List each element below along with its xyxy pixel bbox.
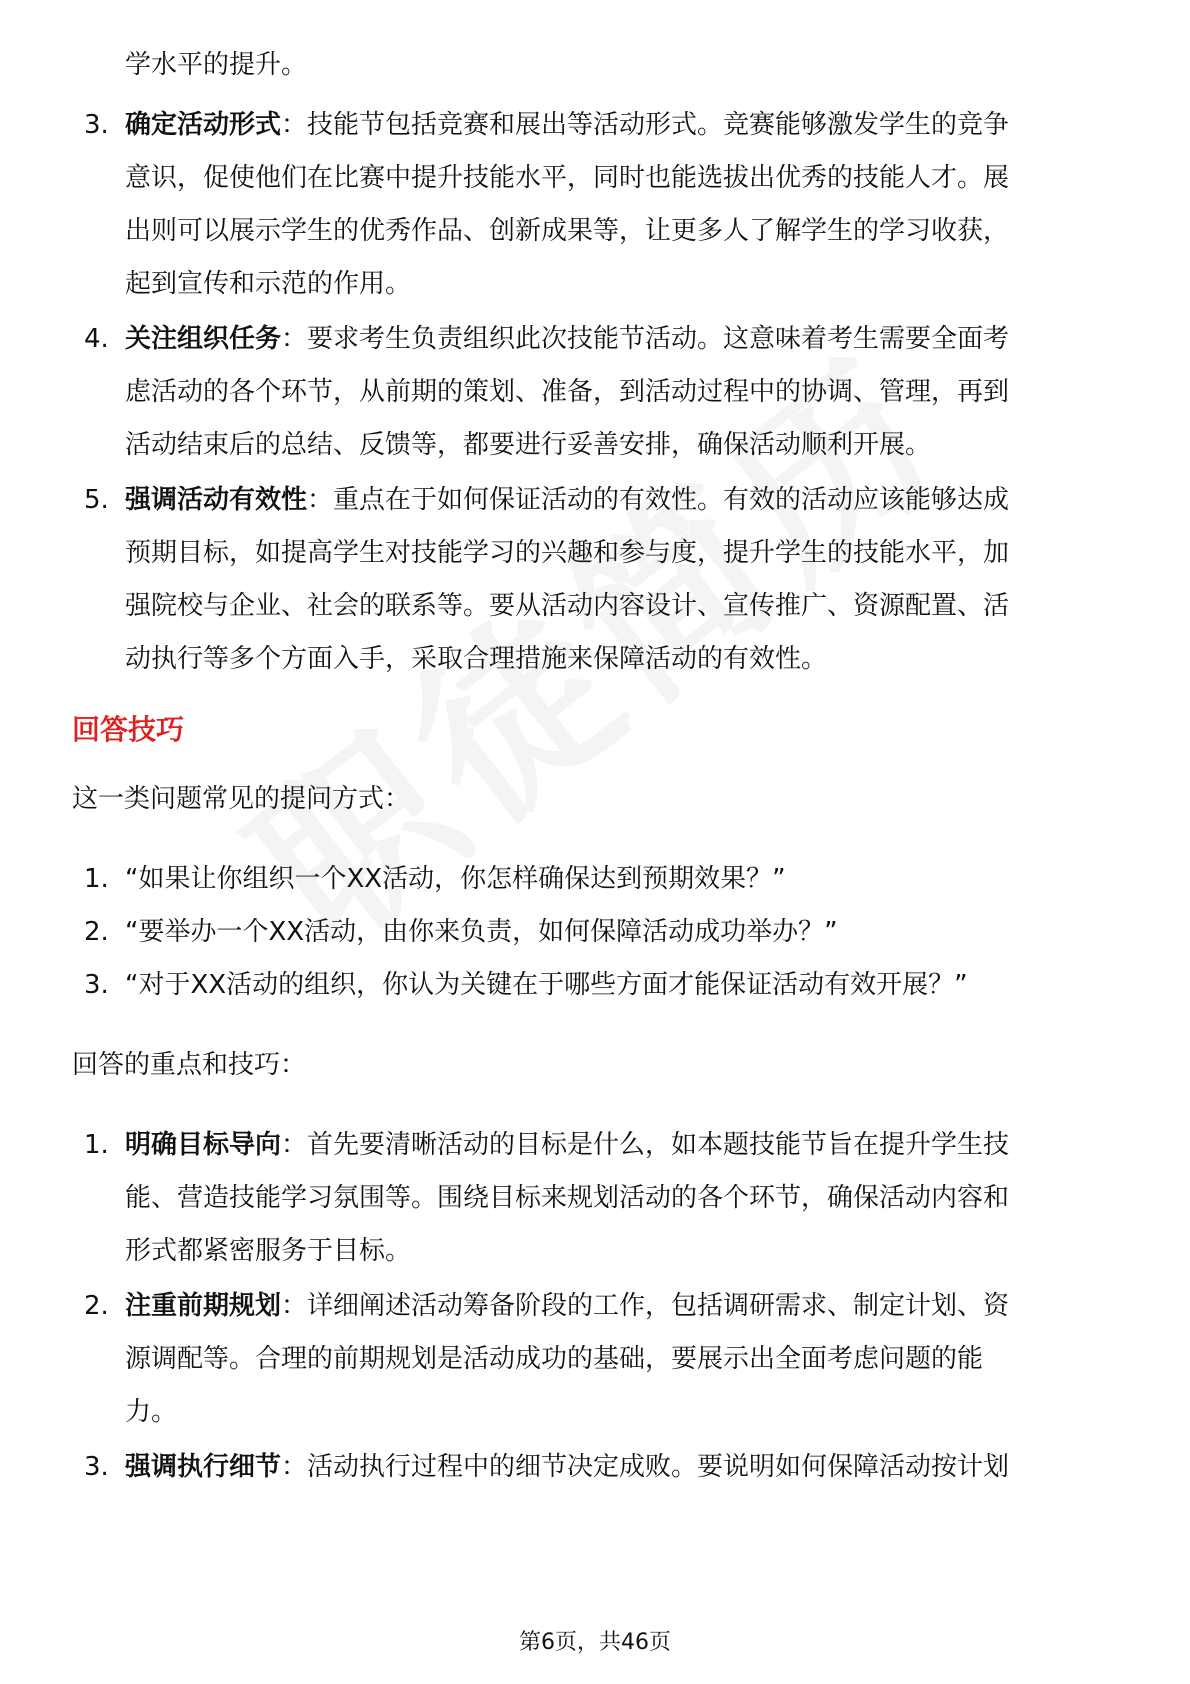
section-heading: 回答技巧: [72, 713, 185, 746]
list-number: 5.: [84, 485, 109, 515]
list-item-text: ：技能节包括竞赛和展出等活动形式。竞赛能够激发学生的竞争: [281, 110, 1010, 140]
list-number: 2.: [84, 1291, 109, 1321]
list-number: 4.: [84, 324, 109, 354]
list-item-line: 能、营造技能学习氛围等。围绕目标来规划活动的各个环节，确保活动内容和: [125, 1183, 1010, 1213]
paragraph: 这一类问题常见的提问方式：: [72, 784, 411, 814]
list-item-text: ：首先要清晰活动的目标是什么，如本题技能节旨在提升学生技: [281, 1130, 1010, 1160]
question-item: “对于XX活动的组织，你认为关键在于哪些方面才能保证活动有效开展？”: [125, 970, 968, 1000]
paragraph-line: 学水平的提升。: [125, 50, 308, 80]
list-item-line: [125, 108, 1009, 142]
list-item-line: 活动结束后的总结、反馈等，都要进行妥善安排，确保活动顺利开展。: [125, 430, 932, 460]
list-item-line: 起到宣传和示范的作用。: [125, 269, 412, 299]
list-number: 3.: [84, 110, 109, 140]
list-item-line: 形式都紧密服务于目标。: [125, 1236, 412, 1266]
list-item-title: 注重前期规划: [125, 1291, 282, 1321]
list-item-line: 预期目标，如提高学生对技能学习的兴趣和参与度，提升学生的技能水平，加: [125, 538, 1010, 568]
list-item-title: 关注组织任务: [125, 324, 282, 354]
list-item-line: 力。: [125, 1397, 178, 1427]
list-item-text: ：详细阐述活动筹备阶段的工作，包括调研需求、制定计划、资: [281, 1291, 1010, 1321]
list-item-line: [125, 322, 1009, 356]
list-number: 1.: [84, 1130, 109, 1160]
list-item-line: 强院校与企业、社会的联系等。要从活动内容设计、宣传推广、资源配置、活: [125, 591, 1010, 621]
list-item-title: 强调活动有效性: [125, 485, 308, 515]
list-item-text: ：活动执行过程中的细节决定成败。要说明如何保障活动按计划: [281, 1452, 1010, 1482]
list-item-line: [125, 1450, 1009, 1484]
list-item-line: 出则可以展示学生的优秀作品、创新成果等，让更多人了解学生的学习收获，: [125, 216, 1010, 246]
list-item-title: 确定活动形式: [125, 110, 282, 140]
list-item-line: 意识，促使他们在比赛中提升技能水平，同时也能选拔出优秀的技能人才。展: [125, 163, 1010, 193]
list-item-title: 明确目标导向: [125, 1130, 282, 1160]
question-item: “如果让你组织一个XX活动，你怎样确保达到预期效果？”: [125, 864, 786, 894]
list-number: 3.: [84, 1452, 109, 1482]
page-number-footer: 第6页，共46页: [519, 1630, 671, 1655]
list-item-line: [125, 483, 1009, 517]
list-item-line: 动执行等多个方面入手，采取合理措施来保障活动的有效性。: [125, 644, 828, 674]
paragraph: 回答的重点和技巧：: [72, 1050, 307, 1080]
list-item-line: 源调配等。合理的前期规划是活动成功的基础，要展示出全面考虑问题的能: [125, 1344, 984, 1374]
list-item-line: [125, 1128, 1009, 1162]
list-item-title: 强调执行细节: [125, 1452, 282, 1482]
list-item-line: 虑活动的各个环节，从前期的策划、准备，到活动过程中的协调、管理，再到: [125, 377, 1010, 407]
question-item: “要举办一个XX活动，由你来负责，如何保障活动成功举办？”: [125, 917, 838, 947]
list-number: 1.: [84, 864, 109, 894]
list-number: 2.: [84, 917, 109, 947]
list-item-text: ：重点在于如何保证活动的有效性。有效的活动应该能够达成: [307, 485, 1010, 515]
list-item-line: [125, 1289, 1009, 1323]
list-item-text: ：要求考生负责组织此次技能节活动。这意味着考生需要全面考: [281, 324, 1010, 354]
list-number: 3.: [84, 970, 109, 1000]
